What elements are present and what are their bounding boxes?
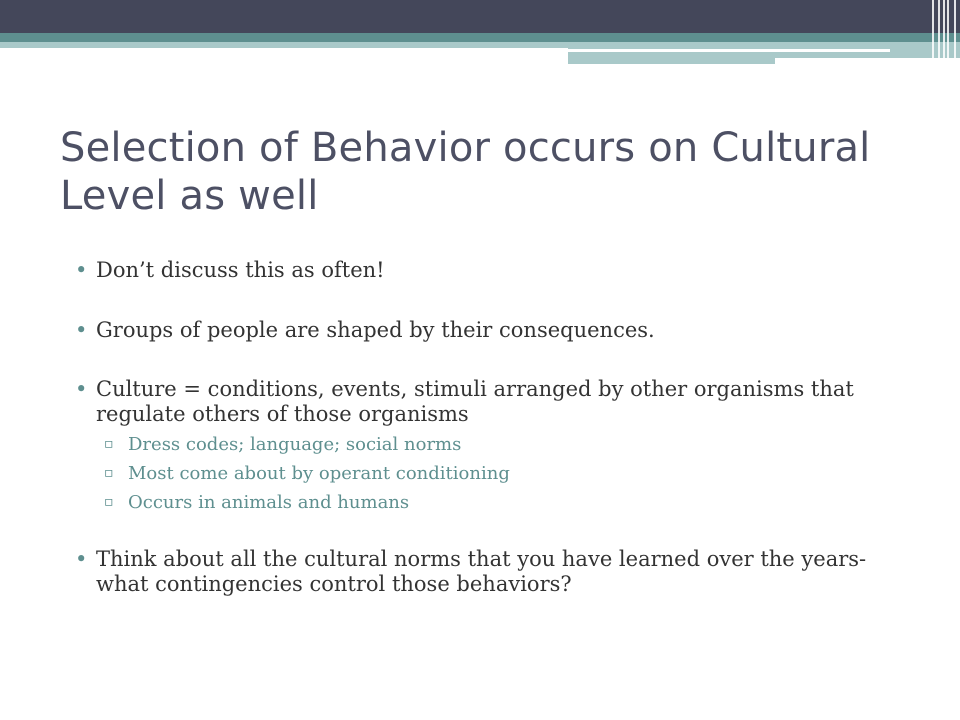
sub-bullet-text: Dress codes; language; social norms xyxy=(128,434,462,455)
bullet-item xyxy=(70,547,900,597)
sub-bullet-text: Occurs in animals and humans xyxy=(128,492,410,513)
sub-bullet-item xyxy=(70,491,900,514)
header-banner-light-teal-left xyxy=(0,42,568,48)
sub-bullet-item xyxy=(70,433,900,456)
header-banner-dark xyxy=(0,0,960,33)
header-banner-stripes xyxy=(926,0,960,64)
bullet-marker: • xyxy=(75,547,88,571)
bullet-text: Culture = conditions, events, stimuli arranged by other organisms that regulate others of those organisms xyxy=(96,377,854,426)
bullet-text: Groups of people are shaped by their consequences. xyxy=(96,318,655,342)
sub-bullet-marker: ▫ xyxy=(104,494,114,510)
sub-bullet-marker: ▫ xyxy=(104,465,114,481)
header-banner-teal xyxy=(0,33,960,42)
bullet-marker: • xyxy=(75,377,88,401)
bullet-item xyxy=(70,377,900,427)
slide-body xyxy=(70,258,900,597)
sub-bullet-marker: ▫ xyxy=(104,436,114,452)
sub-bullet-item xyxy=(70,462,900,485)
bullet-marker: • xyxy=(75,318,88,342)
bullet-text: Think about all the cultural norms that you have learned over the years- what contingencies control those behaviors? xyxy=(96,547,867,596)
bullet-item xyxy=(70,258,900,283)
header-banner-white-line xyxy=(568,49,890,52)
slide-title: Selection of Behavior occurs on Cultural Level as well xyxy=(60,125,871,219)
bullet-item xyxy=(70,318,900,343)
bullet-text: Don’t discuss this as often! xyxy=(96,258,385,282)
sub-bullet-text: Most come about by operant conditioning xyxy=(128,463,510,484)
bullet-marker: • xyxy=(75,258,88,282)
